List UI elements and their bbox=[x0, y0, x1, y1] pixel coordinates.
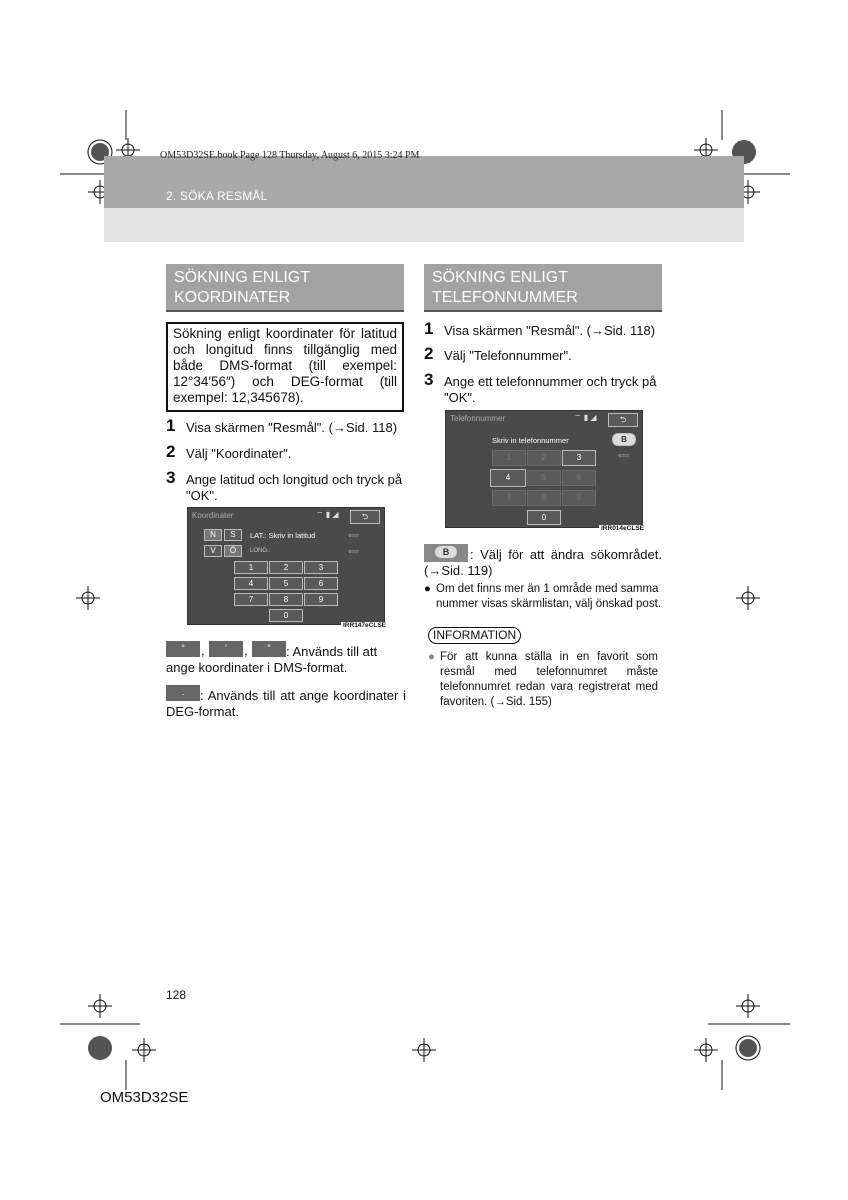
back-button[interactable]: ⮌ bbox=[608, 413, 638, 427]
book-line: OM53D32SE.book Page 128 Thursday, August 6, 2015 3:24 PM bbox=[160, 150, 420, 161]
key-5[interactable]: 5 bbox=[527, 470, 561, 486]
screen-title: Koordinater bbox=[192, 511, 234, 520]
key-5[interactable]: 5 bbox=[269, 577, 303, 590]
image-code: IRR014eCLSE bbox=[601, 525, 644, 532]
key-3[interactable]: 3 bbox=[562, 450, 596, 466]
section-label: 2. SÖKA RESMÅL bbox=[166, 189, 268, 203]
bullet-text: Om det finns mer än 1 område med samma nummer visas skärmlistan, välj önskad post. bbox=[436, 583, 661, 610]
degree-button-icon: ° bbox=[166, 641, 200, 657]
right-section-heading bbox=[424, 264, 662, 312]
key-4[interactable]: 4 bbox=[234, 577, 268, 590]
key-8[interactable]: 8 bbox=[269, 593, 303, 606]
left-section-heading bbox=[166, 264, 404, 312]
key-6[interactable]: 6 bbox=[304, 577, 338, 590]
key-o[interactable]: Ö bbox=[224, 545, 242, 557]
left-step-3 bbox=[166, 468, 406, 506]
key-8[interactable]: 8 bbox=[527, 490, 561, 506]
deg-description: : Används till att ange koordinater i DEG-format. bbox=[166, 688, 406, 719]
key-0[interactable]: 0 bbox=[527, 510, 561, 525]
left-intro-box: Sökning enligt koordinater för latitud och longitud finns tillgänglig med både DMS-format (till exempel: 12°34′56″) och DEG-format (till exempel: 12,345678). bbox=[166, 322, 404, 412]
information-label: INFORMATION bbox=[428, 627, 521, 644]
information-text: För att kunna ställa in en favorit som resmål med telefonnumret måste telefonnumret redan vara registrerat med favoriten. (→Sid. 155) bbox=[440, 651, 658, 708]
step-number: 1 bbox=[424, 319, 434, 338]
key-2[interactable]: 2 bbox=[527, 450, 561, 466]
step-text: Visa skärmen "Resmål". (→Sid. 118) bbox=[186, 420, 398, 435]
coordinates-screenshot bbox=[187, 507, 385, 625]
header-light-band bbox=[104, 208, 744, 242]
step-number: 3 bbox=[424, 370, 434, 389]
decimal-button-icon: . bbox=[166, 685, 200, 701]
key-9[interactable]: 9 bbox=[562, 490, 596, 506]
image-code: IRR147eCLSE bbox=[343, 622, 386, 629]
latitude-field[interactable]: LAT.: Skriv in latitud bbox=[250, 531, 316, 540]
key-n[interactable]: N bbox=[204, 529, 222, 541]
bullet-dot-icon: ● bbox=[428, 651, 435, 663]
key-1[interactable]: 1 bbox=[234, 561, 268, 574]
status-icons: ⌔ ▮ ◢ bbox=[316, 510, 339, 519]
right-step-1 bbox=[424, 319, 664, 341]
key-9[interactable]: 9 bbox=[304, 593, 338, 606]
page-number: 128 bbox=[166, 988, 187, 1002]
screen-title: Telefonnummer bbox=[450, 414, 506, 423]
key-7[interactable]: 7 bbox=[234, 593, 268, 606]
backspace-icon[interactable]: ⟸ bbox=[348, 531, 360, 540]
key-7[interactable]: 7 bbox=[492, 490, 526, 506]
longitude-field[interactable]: LONG.: bbox=[250, 548, 271, 554]
phone-number-screenshot bbox=[445, 410, 643, 528]
key-1[interactable]: 1 bbox=[492, 450, 526, 466]
back-button[interactable]: ⮌ bbox=[350, 510, 380, 524]
backspace-icon[interactable]: ⟸ bbox=[348, 547, 360, 556]
b-description: : Välj för att ändra sökområdet. (→Sid. 119) bbox=[424, 547, 662, 578]
key-4[interactable]: 4 bbox=[490, 469, 526, 487]
key-v[interactable]: V bbox=[204, 545, 222, 557]
icon-separator: , bbox=[244, 643, 248, 658]
area-b-button[interactable]: B bbox=[612, 433, 636, 446]
footer-code: OM53D32SE bbox=[100, 1089, 189, 1106]
right-heading-line-1: SÖKNING ENLIGT bbox=[432, 269, 569, 286]
left-heading-line-2: KOORDINATER bbox=[174, 289, 291, 306]
step-number: 3 bbox=[166, 468, 176, 487]
second-button-icon: ″ bbox=[252, 641, 286, 657]
bullet-dot-icon: ● bbox=[424, 583, 431, 595]
status-icons: ⌔ ▮ ◢ bbox=[574, 413, 597, 422]
left-step-2 bbox=[166, 442, 406, 464]
minute-button-icon: ′ bbox=[209, 641, 243, 657]
step-text: Ange ett telefonnummer och tryck på "OK". bbox=[444, 374, 657, 405]
phone-field[interactable]: Skriv in telefonnummer bbox=[492, 436, 569, 445]
icon-separator: , bbox=[201, 643, 205, 658]
step-text: Välj "Telefonnummer". bbox=[444, 348, 572, 363]
right-heading-line-2: TELEFONNUMMER bbox=[432, 289, 578, 306]
left-heading-line-1: SÖKNING ENLIGT bbox=[174, 269, 311, 286]
key-2[interactable]: 2 bbox=[269, 561, 303, 574]
right-step-3 bbox=[424, 370, 664, 408]
step-text: Välj "Koordinater". bbox=[186, 446, 292, 461]
step-number: 2 bbox=[166, 442, 176, 461]
right-step-2 bbox=[424, 344, 664, 366]
key-0[interactable]: 0 bbox=[269, 609, 303, 622]
step-number: 1 bbox=[166, 416, 176, 435]
backspace-icon[interactable]: ⟸ bbox=[618, 451, 630, 460]
key-3[interactable]: 3 bbox=[304, 561, 338, 574]
left-step-1 bbox=[166, 416, 406, 438]
dms-description: : Används till att ange koordinater i DMS-format. bbox=[166, 644, 378, 675]
step-text: Ange latitud och longitud och tryck på "OK". bbox=[186, 472, 403, 503]
step-text: Visa skärmen "Resmål". (→Sid. 118) bbox=[444, 323, 656, 338]
step-number: 2 bbox=[424, 344, 434, 363]
key-s[interactable]: S bbox=[224, 529, 242, 541]
b-button-icon: B bbox=[424, 544, 468, 562]
key-6[interactable]: 6 bbox=[562, 470, 596, 486]
